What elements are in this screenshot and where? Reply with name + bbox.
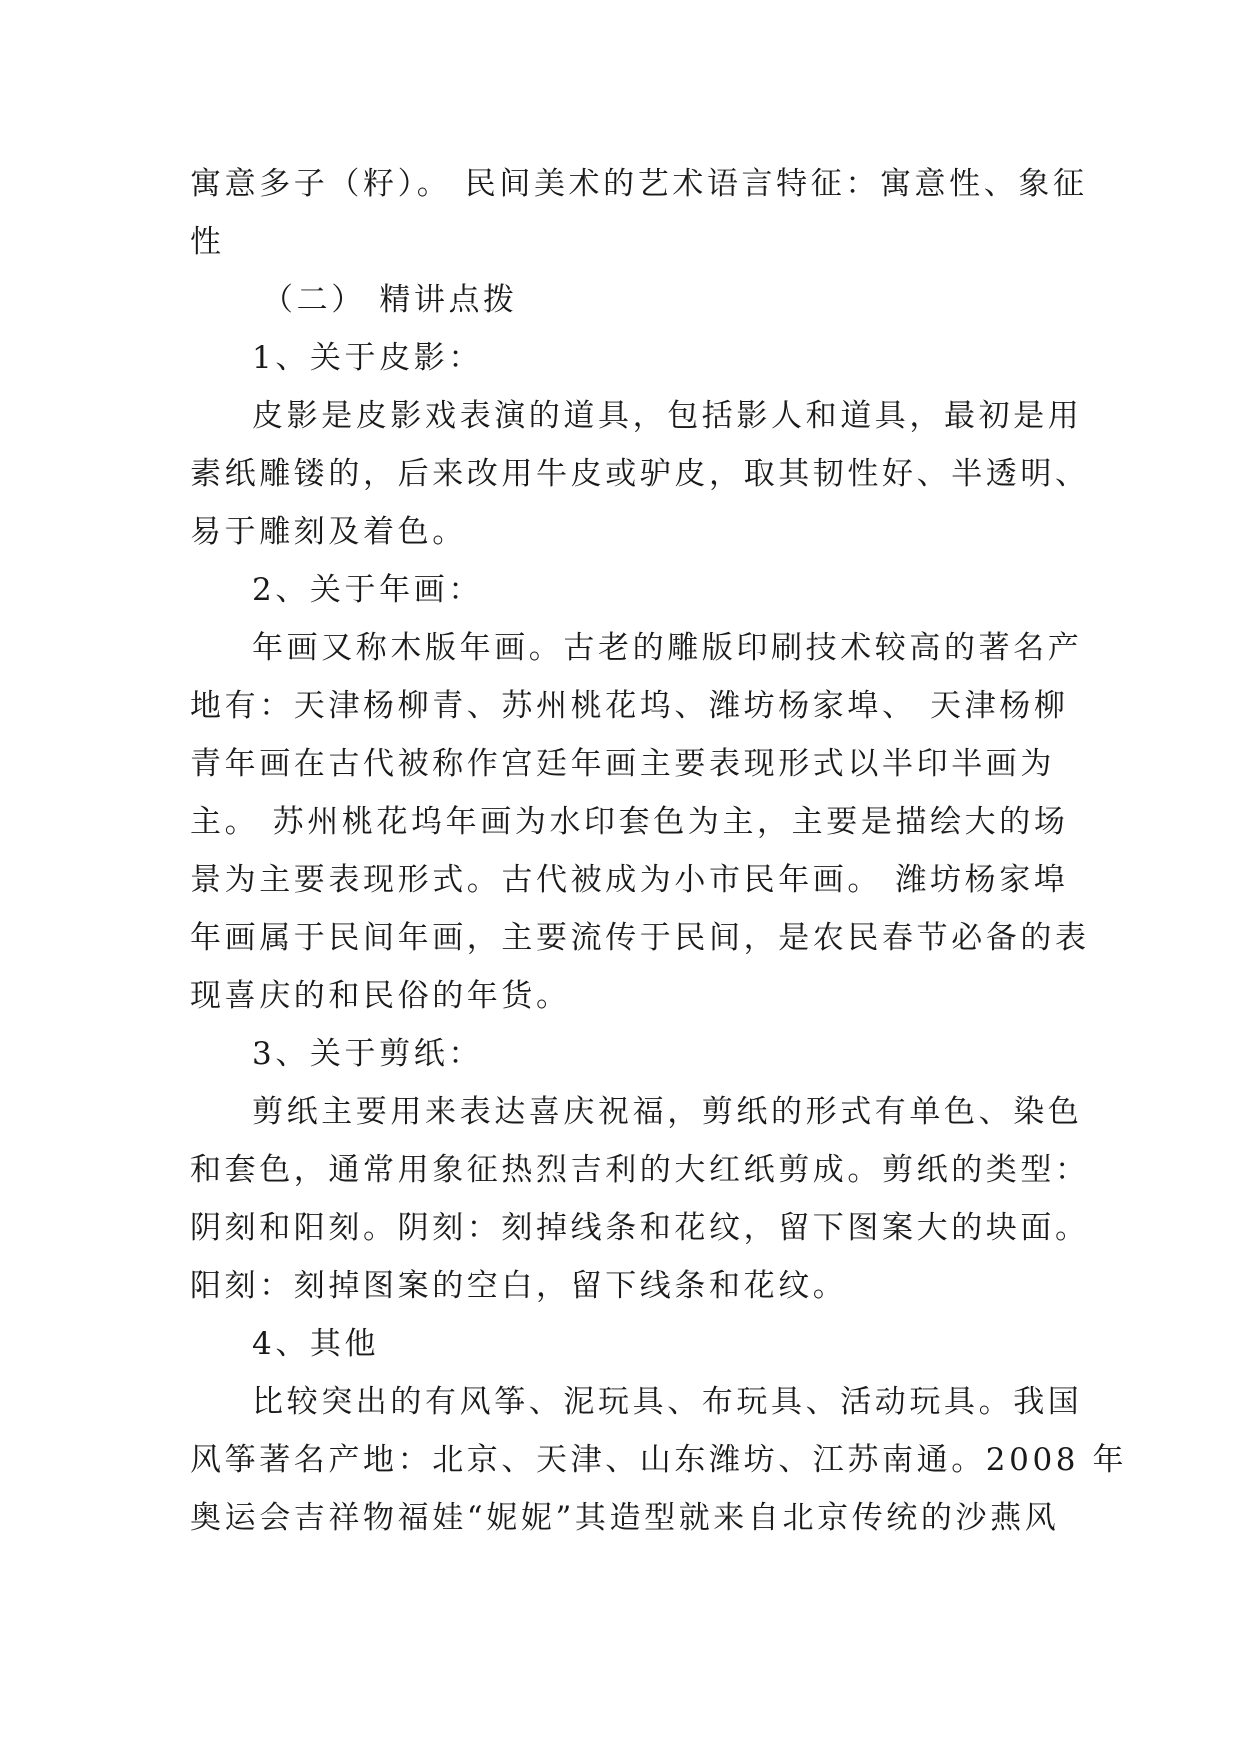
text-line: 素纸雕镂的，后来改用牛皮或驴皮，取其韧性好、半透明、 (190, 456, 1090, 492)
text-line: 比较突出的有风筝、泥玩具、布玩具、活动玩具。我国 (252, 1384, 1083, 1420)
text-line: 主。 苏州桃花坞年画为水印套色为主，主要是描绘大的场 (190, 804, 1069, 840)
text-line: 青年画在古代被称作宫廷年画主要表现形式以半印半画为 (190, 746, 1055, 782)
text-line: 地有：天津杨柳青、苏州桃花坞、潍坊杨家埠、 天津杨柳 (190, 688, 1069, 724)
text-line: 性 (190, 224, 225, 260)
text-line: 剪纸主要用来表达喜庆祝福，剪纸的形式有单色、染色 (252, 1094, 1083, 1130)
text-line: 现喜庆的和民俗的年货。 (190, 978, 571, 1014)
text-line: 景为主要表现形式。古代被成为小市民年画。 潍坊杨家埠 (190, 862, 1069, 898)
subsection-heading: 1、关于皮影： (252, 340, 483, 376)
subsection-heading: 4、其他 (252, 1326, 380, 1362)
text-line: 易于雕刻及着色。 (190, 514, 467, 550)
subsection-heading: 3、关于剪纸： (252, 1036, 483, 1072)
text-line: 寓意多子（籽）。 民间美术的艺术语言特征：寓意性、象征 (190, 166, 1088, 202)
text-line: 和套色，通常用象征热烈吉利的大红纸剪成。剪纸的类型： (190, 1152, 1090, 1188)
text-line: 年画又称木版年画。古老的雕版印刷技术较高的著名产 (252, 630, 1083, 666)
document-body (190, 155, 1128, 1547)
text-line: 阴刻和阳刻。阴刻：刻掉线条和花纹，留下图案大的块面。 (190, 1210, 1090, 1246)
text-line: 阳刻：刻掉图案的空白，留下线条和花纹。 (190, 1268, 848, 1304)
text-line: 皮影是皮影戏表演的道具，包括影人和道具，最初是用 (252, 398, 1083, 434)
text-line: 风筝著名产地：北京、天津、山东潍坊、江苏南通。2008 年 (190, 1442, 1128, 1478)
section-heading: （二） 精讲点拨 (262, 282, 518, 318)
text-line: 年画属于民间年画，主要流传于民间，是农民春节必备的表 (190, 920, 1090, 956)
text-line: 奥运会吉祥物福娃“妮妮”其造型就来自北京传统的沙燕风 (190, 1500, 1060, 1536)
subsection-heading: 2、关于年画： (252, 572, 483, 608)
